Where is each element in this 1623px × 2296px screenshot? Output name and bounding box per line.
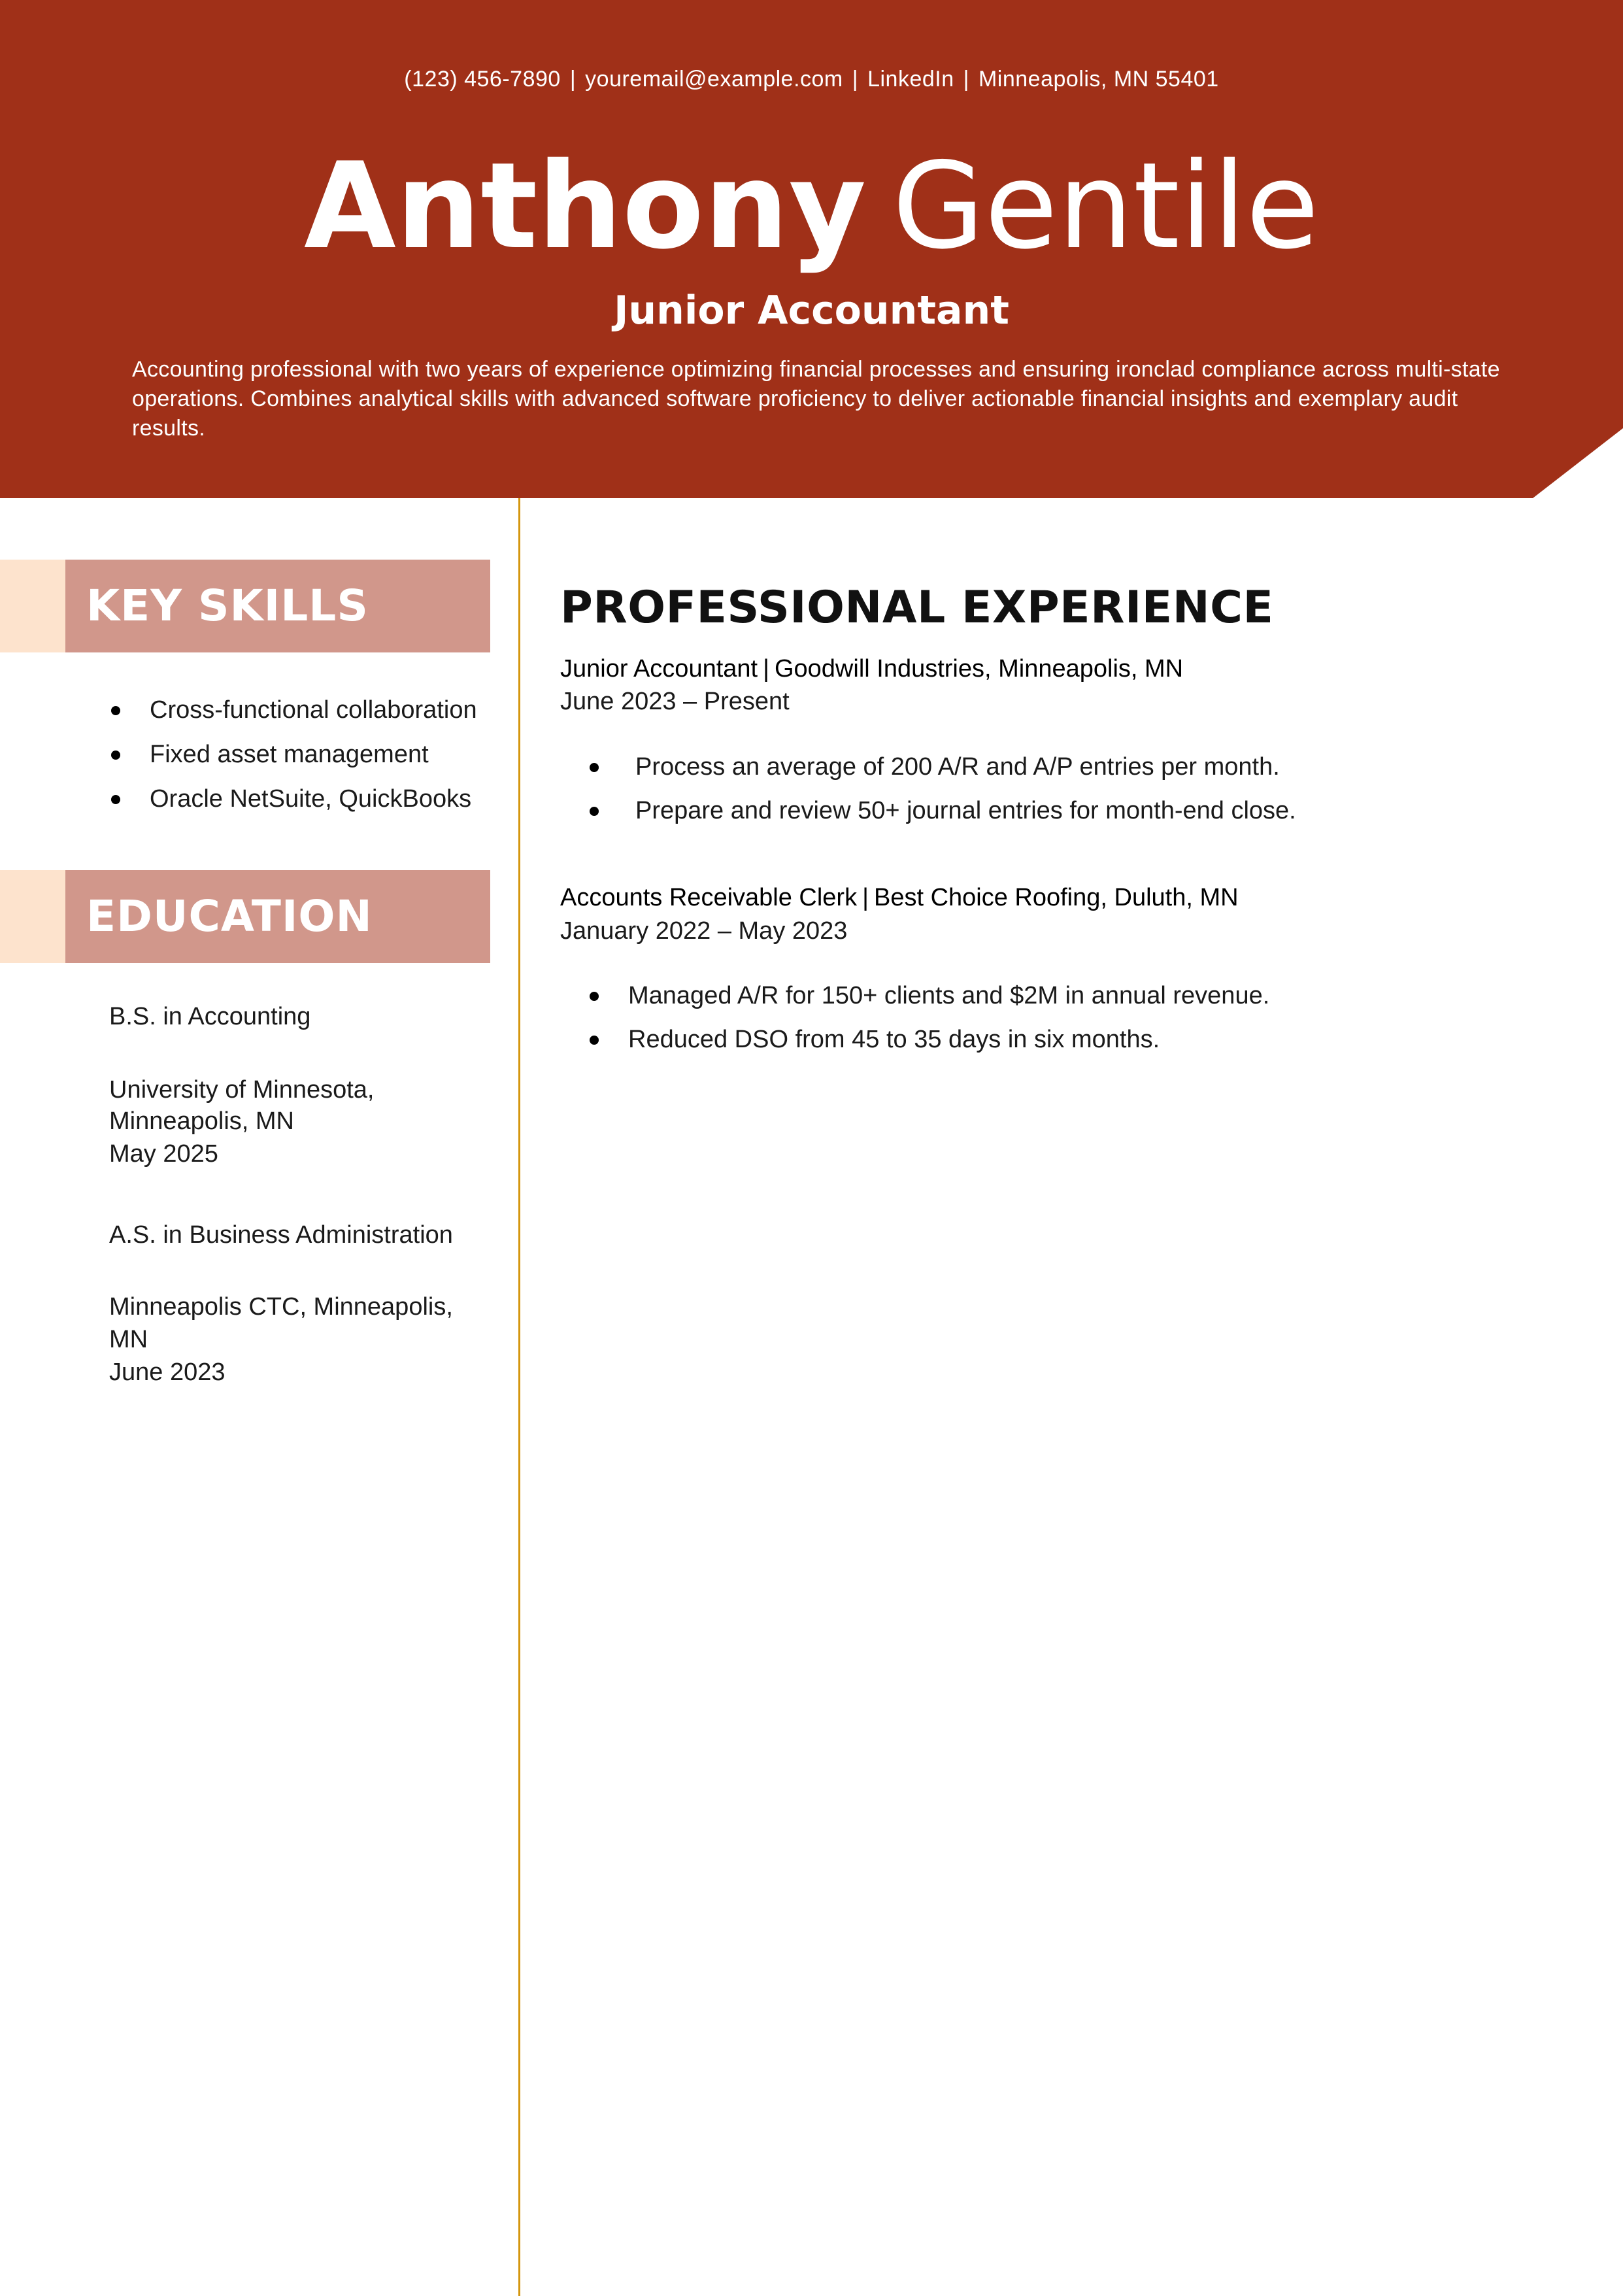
degree: B.S. in Accounting (109, 1003, 311, 1030)
school-name: University of Minnesota, (109, 1076, 375, 1104)
job-bullet: Prepare and review 50+ journal entries for month-end close. (590, 789, 1296, 833)
job-bullet: Process an average of 200 A/R and A/P entries per month. (590, 745, 1296, 789)
skill-item: Cross-functional collaboration (111, 688, 477, 732)
contact-separator: | (569, 67, 577, 92)
job-dates: June 2023 – Present (560, 688, 790, 715)
skills-section-header (0, 560, 490, 652)
professional-summary: Accounting professional with two years of experience optimizing financial processes and ensuring ironclad compliance across multi-state operations. Combines analytical skills with advanced software proficiency to deliver actionable financial insights and exemplary audit results. (132, 357, 1500, 441)
column-divider (518, 498, 520, 2296)
candidate-name (0, 137, 1623, 275)
section-accent (0, 870, 65, 963)
graduation-date: June 2023 (109, 1359, 226, 1386)
skills-heading: KEY SKILLS (86, 581, 369, 631)
contact-line (0, 67, 1623, 92)
contact-separator: | (852, 67, 859, 92)
education-heading: EDUCATION (86, 891, 373, 941)
job-bullets (590, 974, 1269, 1062)
contact-email[interactable]: youremail@example.com (585, 67, 843, 92)
job-bullets (590, 745, 1296, 833)
first-name: Anthony (303, 137, 867, 275)
job-company: Goodwill Industries, Minneapolis, MN (774, 655, 1184, 683)
contact-separator: | (963, 67, 969, 92)
section-accent (0, 560, 65, 652)
job-separator: | (763, 655, 769, 683)
experience-heading: PROFESSIONAL EXPERIENCE (560, 582, 1274, 633)
job-separator: | (862, 884, 869, 911)
job-dates: January 2022 – May 2023 (560, 917, 848, 945)
skill-item: Fixed asset management (111, 732, 477, 777)
job-title: Junior Accountant (614, 288, 1009, 333)
job-bullet: Reduced DSO from 45 to 35 days in six months. (590, 1018, 1269, 1062)
contact-location: Minneapolis, MN 55401 (978, 67, 1219, 92)
job-header (560, 884, 1239, 912)
job-company: Best Choice Roofing, Duluth, MN (873, 884, 1239, 911)
graduation-date: May 2025 (109, 1140, 218, 1168)
skill-item: Oracle NetSuite, QuickBooks (111, 777, 477, 821)
contact-phone: (123) 456-7890 (404, 67, 561, 92)
job-header (560, 655, 1183, 683)
school-location: Minneapolis, MN (109, 1107, 294, 1135)
job-bullet: Managed A/R for 150+ clients and $2M in annual revenue. (590, 974, 1269, 1018)
education-section-header (0, 870, 490, 963)
job-role: Accounts Receivable Clerk (560, 884, 858, 911)
job-role: Junior Accountant (560, 655, 758, 683)
degree: A.S. in Business Administration (109, 1221, 453, 1249)
last-name: Gentile (892, 137, 1320, 275)
school-name: Minneapolis CTC, Minneapolis, (109, 1293, 453, 1321)
skills-list (111, 688, 477, 821)
school-location: MN (109, 1326, 148, 1353)
contact-linkedin[interactable]: LinkedIn (867, 67, 954, 92)
